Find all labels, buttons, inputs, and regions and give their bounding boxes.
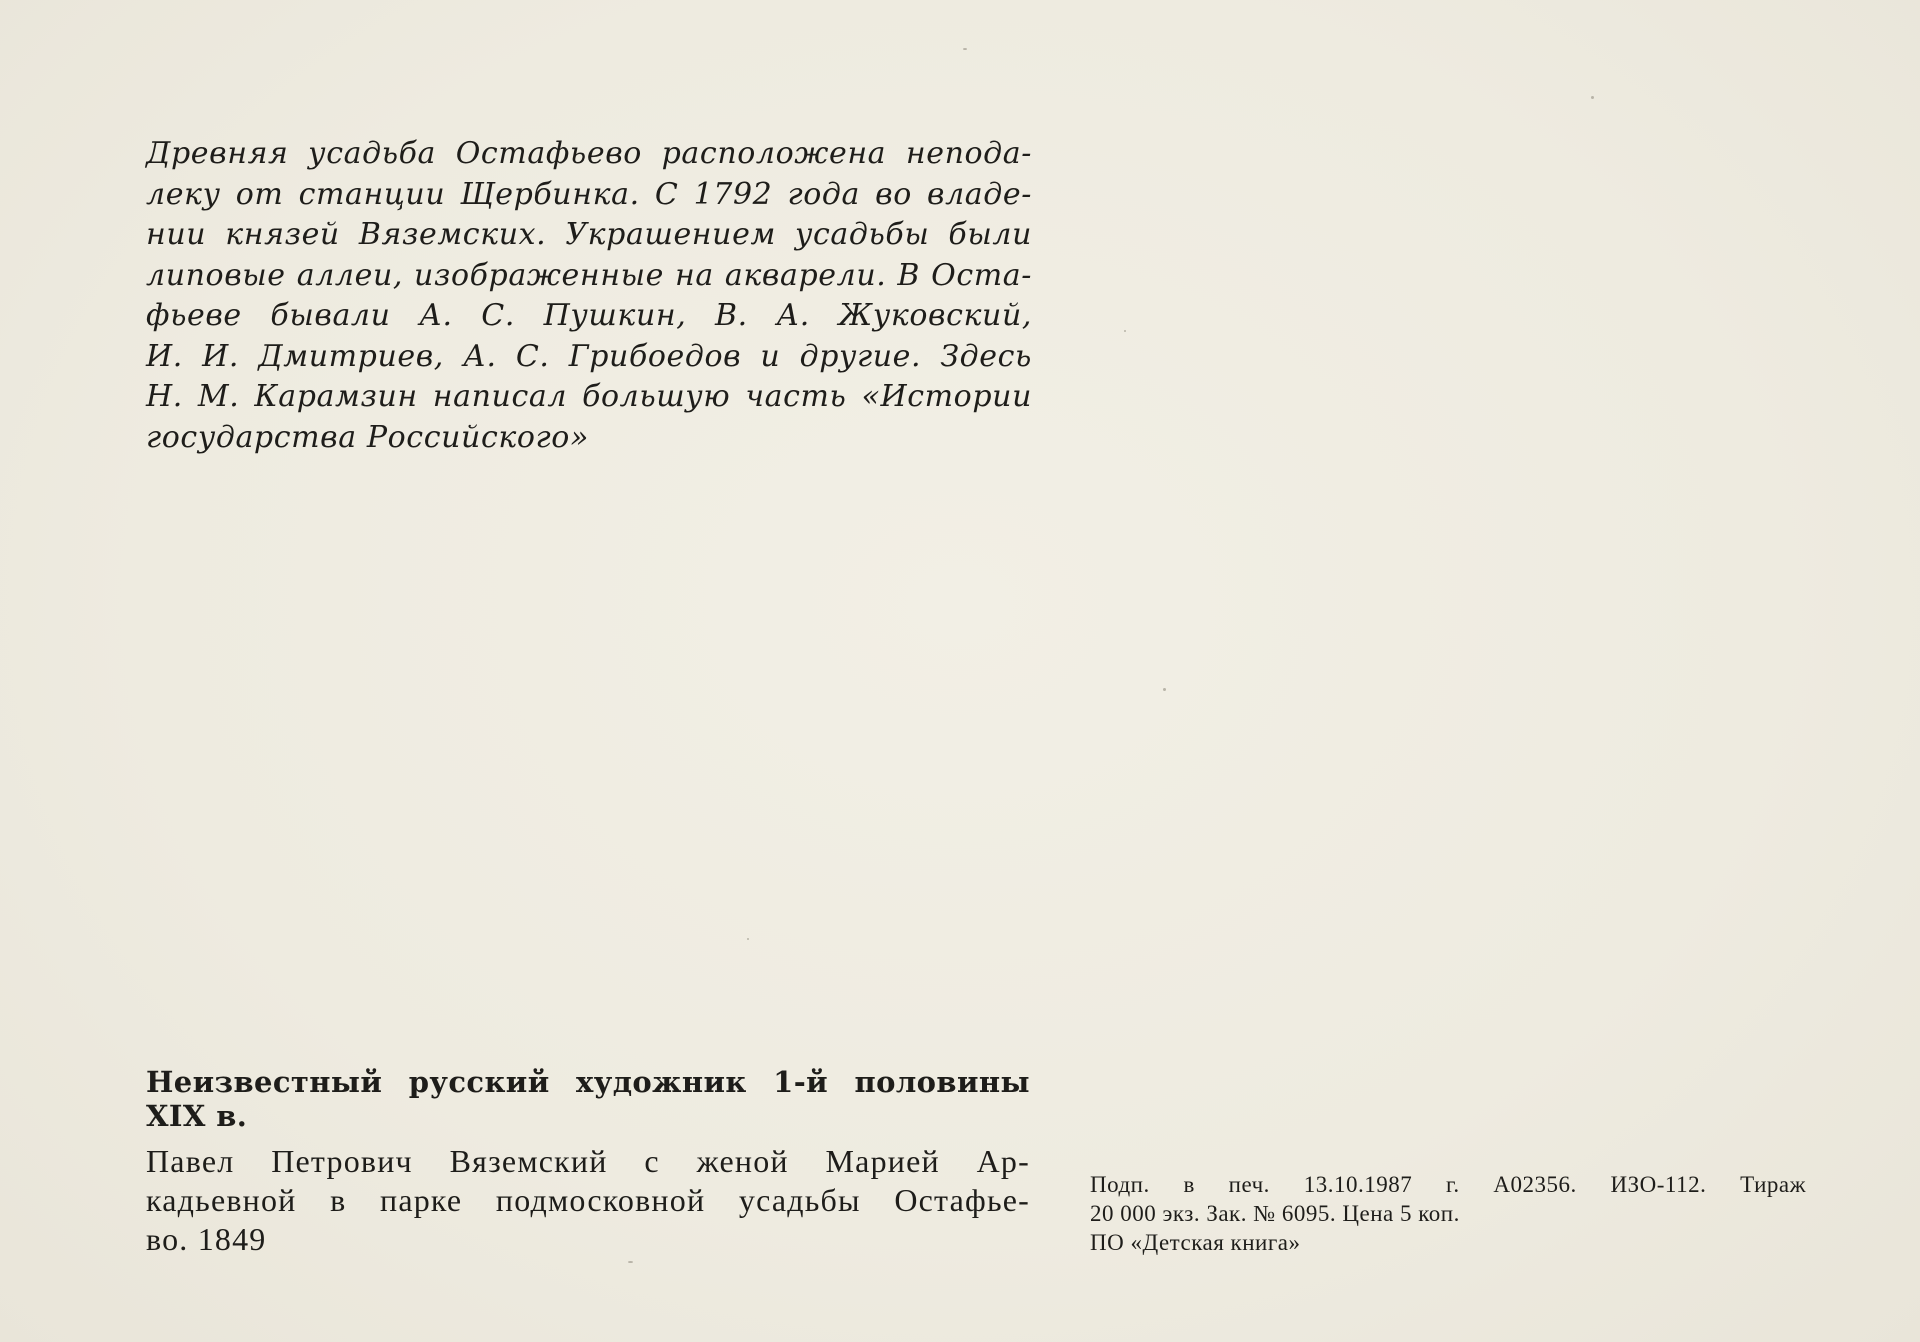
caption-line: Павел Петрович Вяземский с женой Марией Ар- xyxy=(146,1143,1030,1179)
paper-speck xyxy=(1591,96,1594,99)
artwork-caption xyxy=(146,1142,1030,1259)
description-line: Н. М. Карамзин написал большую часть «Истории xyxy=(146,379,1032,414)
publisher-imprint xyxy=(1090,1170,1806,1257)
description-line: фьеве бывали А. С. Пушкин, В. А. Жуковский, xyxy=(146,298,1032,333)
paper-speck xyxy=(1163,688,1166,691)
description-text xyxy=(146,134,1032,458)
imprint-line: Подп. в печ. 13.10.1987 г. А02356. ИЗО-112. Тираж xyxy=(1090,1172,1806,1197)
description-line: Древняя усадьба Остафьево расположена непода- xyxy=(146,136,1032,171)
description-line: нии князей Вяземских. Украшением усадьбы были xyxy=(146,217,1032,252)
attribution-line: XIX в. xyxy=(146,1099,248,1133)
paper-speck xyxy=(747,938,749,940)
imprint-line: ПО «Детская книга» xyxy=(1090,1230,1301,1255)
description-line: государства Российского» xyxy=(146,419,589,455)
artist-attribution xyxy=(146,1065,1030,1133)
caption-line: кадьевной в парке подмосковной усадьбы Остафье- xyxy=(146,1182,1030,1218)
imprint-line: 20 000 экз. Зак. № 6095. Цена 5 коп. xyxy=(1090,1201,1460,1226)
description-line: липовые аллеи, изображенные на акварели. В Оста- xyxy=(146,257,1032,293)
paper-speck xyxy=(628,1261,633,1263)
description-line: И. И. Дмитриев, А. С. Грибоедов и другие. Здесь xyxy=(146,338,1032,374)
attribution-line: Неизвестный русский художник 1-й половины xyxy=(146,1065,1030,1099)
paper-speck xyxy=(963,48,967,50)
caption-line: во. 1849 xyxy=(146,1221,267,1257)
description-line: леку от станции Щербинка. С 1792 года во владе- xyxy=(146,176,1032,212)
paper-speck xyxy=(1124,330,1126,332)
